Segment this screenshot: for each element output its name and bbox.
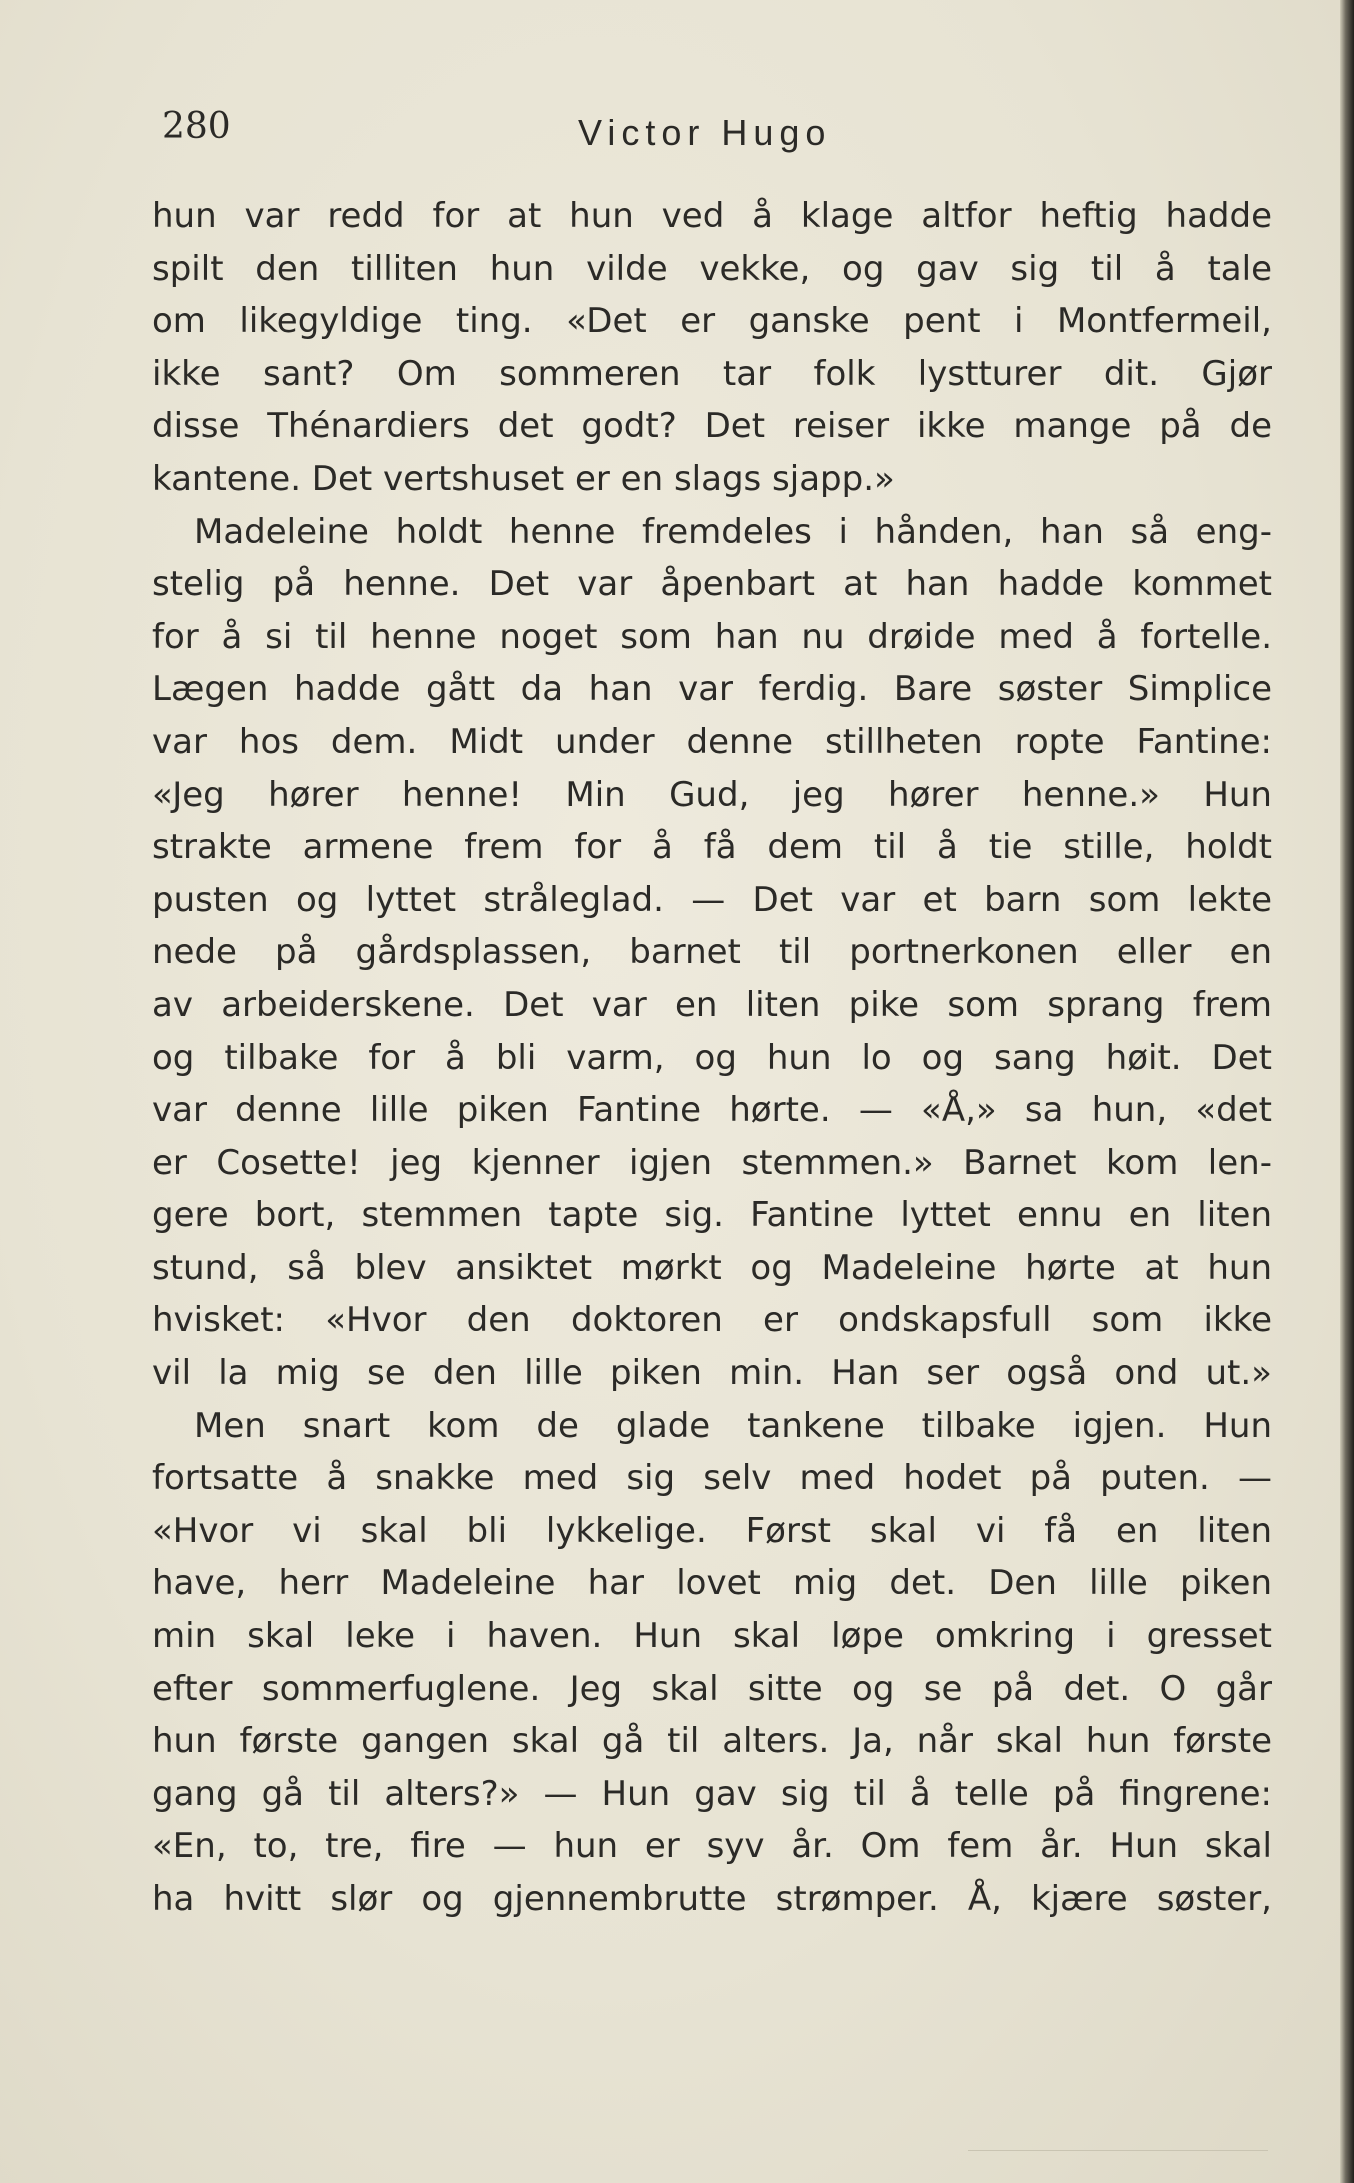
text-line: stelig på henne. Det var åpenbart at han hadde kommet — [152, 564, 1272, 605]
page-number: 280 — [162, 106, 231, 147]
text-line: pusten og lyttet stråleglad. — Det var et barn som lekte — [152, 879, 1272, 920]
text-line: hun første gangen skal gå til alters. Ja, når skal hun første — [152, 1721, 1272, 1762]
text-line: for å si til henne noget som han nu drøide med å fortelle. — [152, 616, 1272, 657]
text-line: var denne lille piken Fantine hørte. — «Å,» sa hun, «det — [152, 1090, 1272, 1131]
text-line: efter sommerfuglene. Jeg skal sitte og se på det. O går — [152, 1668, 1272, 1709]
text-line: og tilbake for å bli varm, og hun lo og sang høit. Det — [152, 1037, 1272, 1078]
text-line: gang gå til alters?» — Hun gav sig til å telle på fingrene: — [152, 1773, 1272, 1814]
text-line: gere bort, stemmen tapte sig. Fantine lyttet ennu en liten — [152, 1195, 1272, 1236]
text-line: var hos dem. Midt under denne stillheten ropte Fantine: — [152, 721, 1272, 762]
text-line: fortsatte å snakke med sig selv med hodet på puten. — — [152, 1458, 1272, 1499]
running-head: Victor Hugo — [578, 112, 832, 153]
text-line: disse Thénardiers det godt? Det reiser ikke mange på de — [152, 406, 1272, 447]
text-line: hun var redd for at hun ved å klage altfor heftig hadde — [152, 196, 1272, 236]
text-line: strakte armene frem for å få dem til å tie stille, holdt — [152, 827, 1272, 868]
text-line: Men snart kom de glade tankene tilbake igjen. Hun — [194, 1405, 1272, 1446]
text-line: «Hvor vi skal bli lykkelige. Først skal vi få en liten — [152, 1510, 1272, 1551]
text-line: vil la mig se den lille piken min. Han ser også ond ut.» — [152, 1353, 1272, 1394]
text-line: ha hvitt slør og gjennembrutte strømper. Å, kjære søster, — [152, 1879, 1272, 1919]
text-line: nede på gårdsplassen, barnet til portnerkonen eller en — [152, 932, 1272, 973]
text-line: Madeleine holdt henne fremdeles i hånden, han så eng- — [194, 511, 1272, 552]
text-line: om likegyldige ting. «Det er ganske pent i Montfermeil, — [152, 301, 1272, 342]
text-line: kantene. Det vertshuset er en slags sjapp.» — [152, 458, 895, 499]
text-line: er Cosette! jeg kjenner igjen stemmen.» Barnet kom len- — [152, 1142, 1272, 1183]
text-line: ikke sant? Om sommeren tar folk lystturer dit. Gjør — [152, 353, 1272, 394]
text-line: «Jeg hører henne! Min Gud, jeg hører henne.» Hun — [152, 774, 1272, 815]
text-line: av arbeiderskene. Det var en liten pike som sprang frem — [152, 984, 1272, 1025]
body-text — [152, 190, 1272, 1926]
text-line: Lægen hadde gått da han var ferdig. Bare søster Simplice — [152, 669, 1272, 710]
book-spine-edge — [1340, 0, 1354, 2183]
text-line: «En, to, tre, fire — hun er syv år. Om fem år. Hun skal — [152, 1826, 1272, 1867]
text-line: have, herr Madeleine har lovet mig det. Den lille piken — [152, 1563, 1272, 1604]
text-line: hvisket: «Hvor den doktoren er ondskapsfull som ikke — [152, 1300, 1272, 1341]
page-divider — [968, 2150, 1268, 2151]
text-line: stund, så blev ansiktet mørkt og Madeleine hørte at hun — [152, 1247, 1272, 1288]
text-line: min skal leke i haven. Hun skal løpe omkring i gresset — [152, 1616, 1272, 1657]
text-line: spilt den tilliten hun vilde vekke, og gav sig til å tale — [152, 248, 1272, 289]
